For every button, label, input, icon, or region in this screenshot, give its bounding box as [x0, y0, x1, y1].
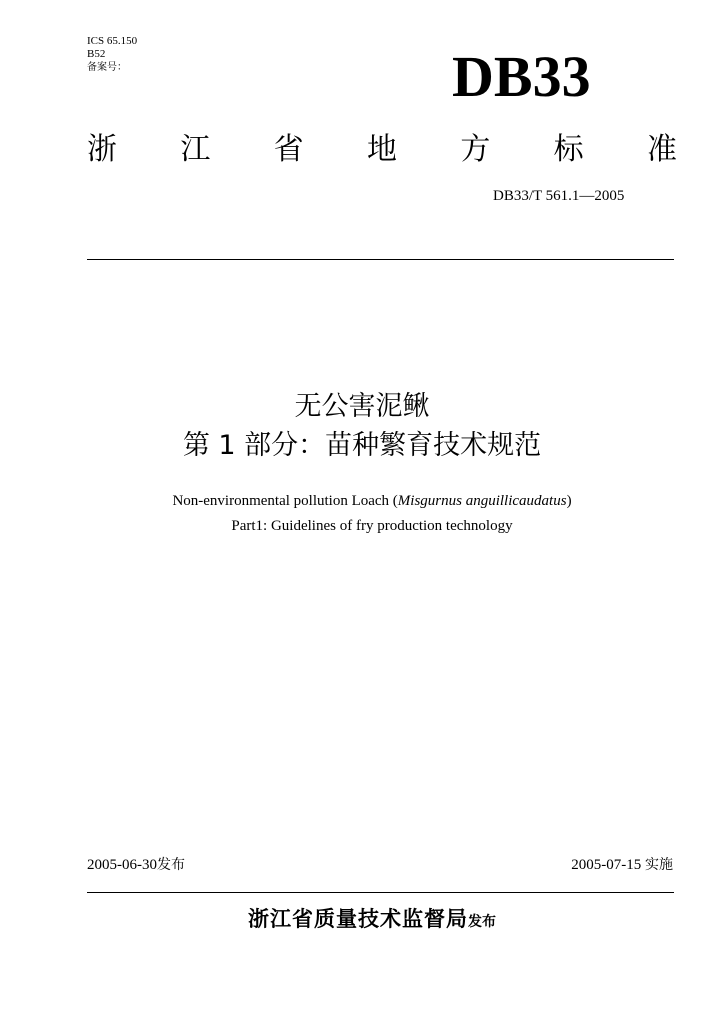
standard-type-char: 标 [553, 132, 584, 167]
standard-type-char: 江 [180, 132, 211, 167]
ics-code: ICS 65.150 [87, 35, 138, 47]
publish-date: 2005-06-30 [87, 857, 157, 873]
classification-code: B52 [87, 48, 106, 60]
standard-type-char: 浙 [87, 132, 117, 167]
chinese-title-line-1: 无公害泥鳅 [294, 391, 430, 422]
publish-date-line [87, 854, 185, 874]
issuer-suffix: 发布 [468, 914, 496, 930]
standard-type-char: 省 [273, 132, 304, 167]
top-divider [87, 259, 674, 260]
effective-date-line [571, 854, 673, 874]
effective-date: 2005-07-15 [571, 857, 642, 873]
issuer-name: 浙江省质量技术监督局 [248, 907, 468, 931]
standard-type-char: 准 [646, 132, 677, 167]
db33-logo: DB33 [452, 44, 591, 109]
species-name: Misgurnus anguillicaudatus [397, 493, 567, 509]
effective-label: 实施 [645, 857, 673, 873]
standard-type-char: 地 [366, 132, 397, 167]
record-number-label: 备案号： [87, 62, 127, 73]
publish-label: 发布 [157, 857, 185, 873]
english-title-prefix: Non-environmental pollution Loach ( [172, 493, 398, 509]
english-title-line-2: Part1: Guidelines of fry production technology [231, 518, 513, 534]
english-title-suffix: ) [566, 493, 572, 509]
english-title-line-1 [0, 491, 724, 511]
issuer-line [0, 903, 724, 933]
standard-code: DB33/T 561.1—2005 [493, 188, 625, 204]
bottom-divider [87, 892, 674, 893]
chinese-title-line-2: 第 1 部分：苗种繁育技术规范 [182, 430, 542, 461]
standard-type-char: 方 [460, 132, 491, 167]
standard-type-title [87, 130, 677, 170]
